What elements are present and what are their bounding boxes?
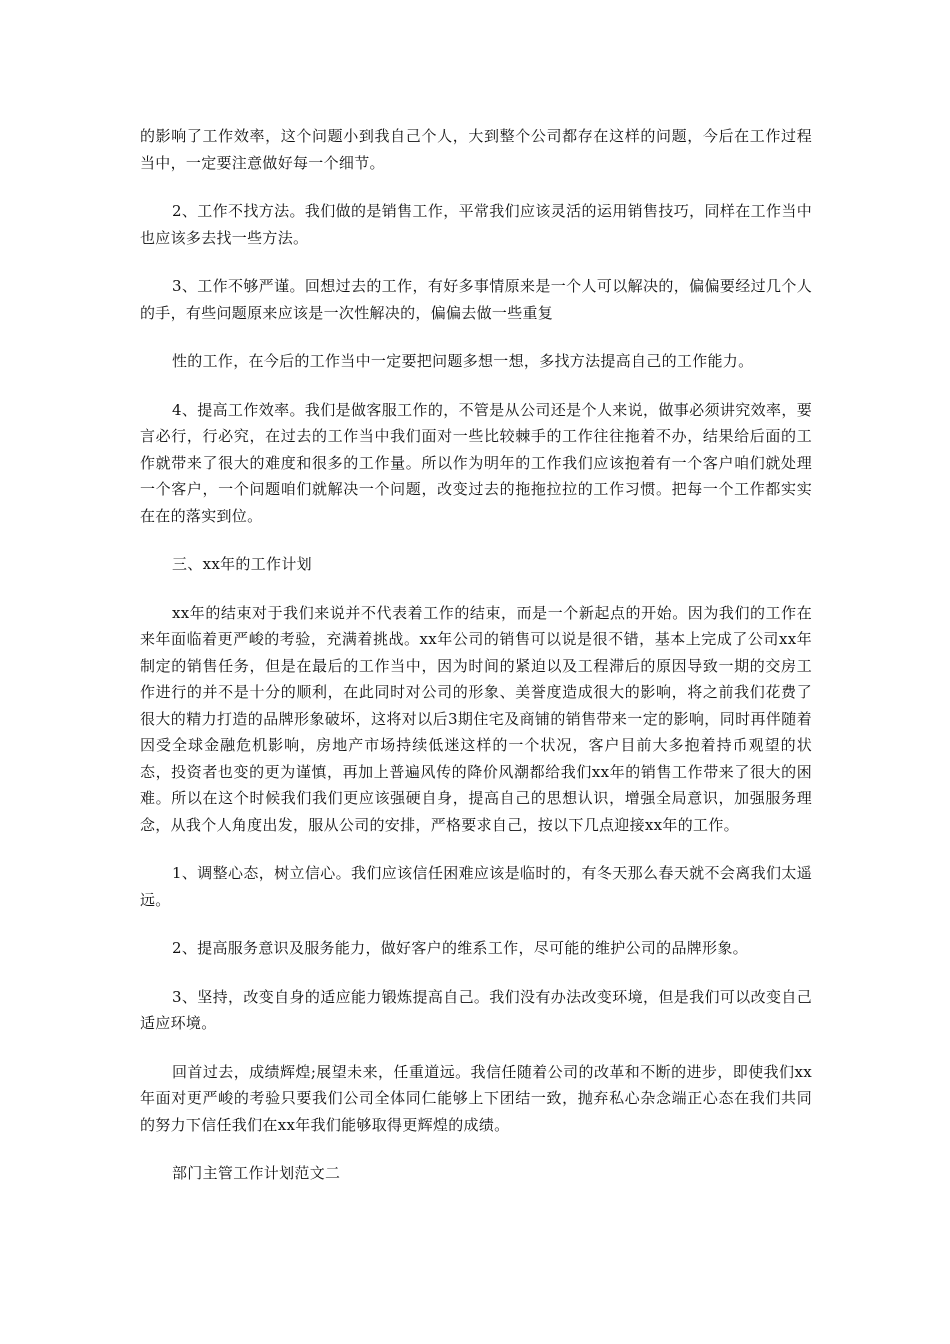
document-body <box>140 123 812 1209</box>
paragraph-work-plan-intro: xx年的结束对于我们来说并不代表着工作的结束，而是一个新起点的开始。因为我们的工作在来年面临着更严峻的考验，充满着挑战。xx年公司的销售可以说是很不错，基本上完成了公司xx年制定的销售任务，但是在最后的工作当中，因为时间的紧迫以及工程滞后的原因导致一期的交房工作进行的并不是十分的顺利，在此同时对公司的形象、美誉度造成很大的影响，将之前我们花费了很大的精力打造的品牌形象破坏，这将对以后3期住宅及商铺的销售带来一定的影响，同时再伴随着因受全球金融危机影响，房地产市场持续低迷这样的一个状况，客户目前大多抱着持币观望的状态，投资者也变的更为谨慎，再加上普遍风传的降价风潮都给我们xx年的销售工作带来了很大的困难。所以在这个时候我们我们更应该强硬自身，提高自己的思想认识，增强全局意识，加强服务理念，从我个人角度出发，服从公司的安排，严格要求自己，按以下几点迎接xx年的工作。 <box>140 603 812 834</box>
paragraph-continuation: 的影响了工作效率，这个问题小到我自己个人，大到整个公司都存在这样的问题，今后在工作过程当中，一定要注意做好每一个细节。 <box>140 127 812 172</box>
paragraph-conclusion: 回首过去，成绩辉煌;展望未来，任重道远。我信任随着公司的改革和不断的进步，即使我们xx年面对更严峻的考验只要我们公司全体同仁能够上下团结一致，抛弃私心杂念端正心态在我们共同的努力下信任我们在xx年我们能够取得更辉煌的成绩。 <box>140 1062 812 1134</box>
section-heading-sample-two: 部门主管工作计划范文二 <box>172 1164 341 1182</box>
paragraph-plan-item-1: 1、调整心态，树立信心。我们应该信任困难应该是临时的，有冬天那么春天就不会离我们太遥远。 <box>140 864 812 909</box>
paragraph-item-3-rigor: 3、工作不够严谨。回想过去的工作，有好多事情原来是一个人可以解决的，偏偏要经过几个人的手，有些问题原来应该是一次性解决的，偏偏去做一些重复 <box>140 277 812 322</box>
paragraph-plan-item-3: 3、坚持，改变自身的适应能力锻炼提高自己。我们没有办法改变环境，但是我们可以改变自己适应环境。 <box>140 987 812 1032</box>
paragraph-item-3-continued: 性的工作，在今后的工作当中一定要把问题多想一想，多找方法提高自己的工作能力。 <box>172 352 754 370</box>
section-heading-work-plan: 三、xx年的工作计划 <box>172 555 312 573</box>
paragraph-plan-item-2: 2、提高服务意识及服务能力，做好客户的维系工作，尽可能的维护公司的品牌形象。 <box>172 939 748 957</box>
paragraph-item-4-efficiency: 4、提高工作效率。我们是做客服工作的，不管是从公司还是个人来说，做事必须讲究效率，要言必行，行必究，在过去的工作当中我们面对一些比较棘手的工作往往拖着不办，结果给后面的工作就带来了很大的难度和很多的工作量。所以作为明年的工作我们应该抱着有一个客户咱们就处理一个客户，一个问题咱们就解决一个问题，改变过去的拖拖拉拉的工作习惯。把每一个工作都实实在在的落实到位。 <box>140 400 812 525</box>
paragraph-item-2-methods: 2、工作不找方法。我们做的是销售工作，平常我们应该灵活的运用销售技巧，同样在工作当中也应该多去找一些方法。 <box>140 202 812 247</box>
